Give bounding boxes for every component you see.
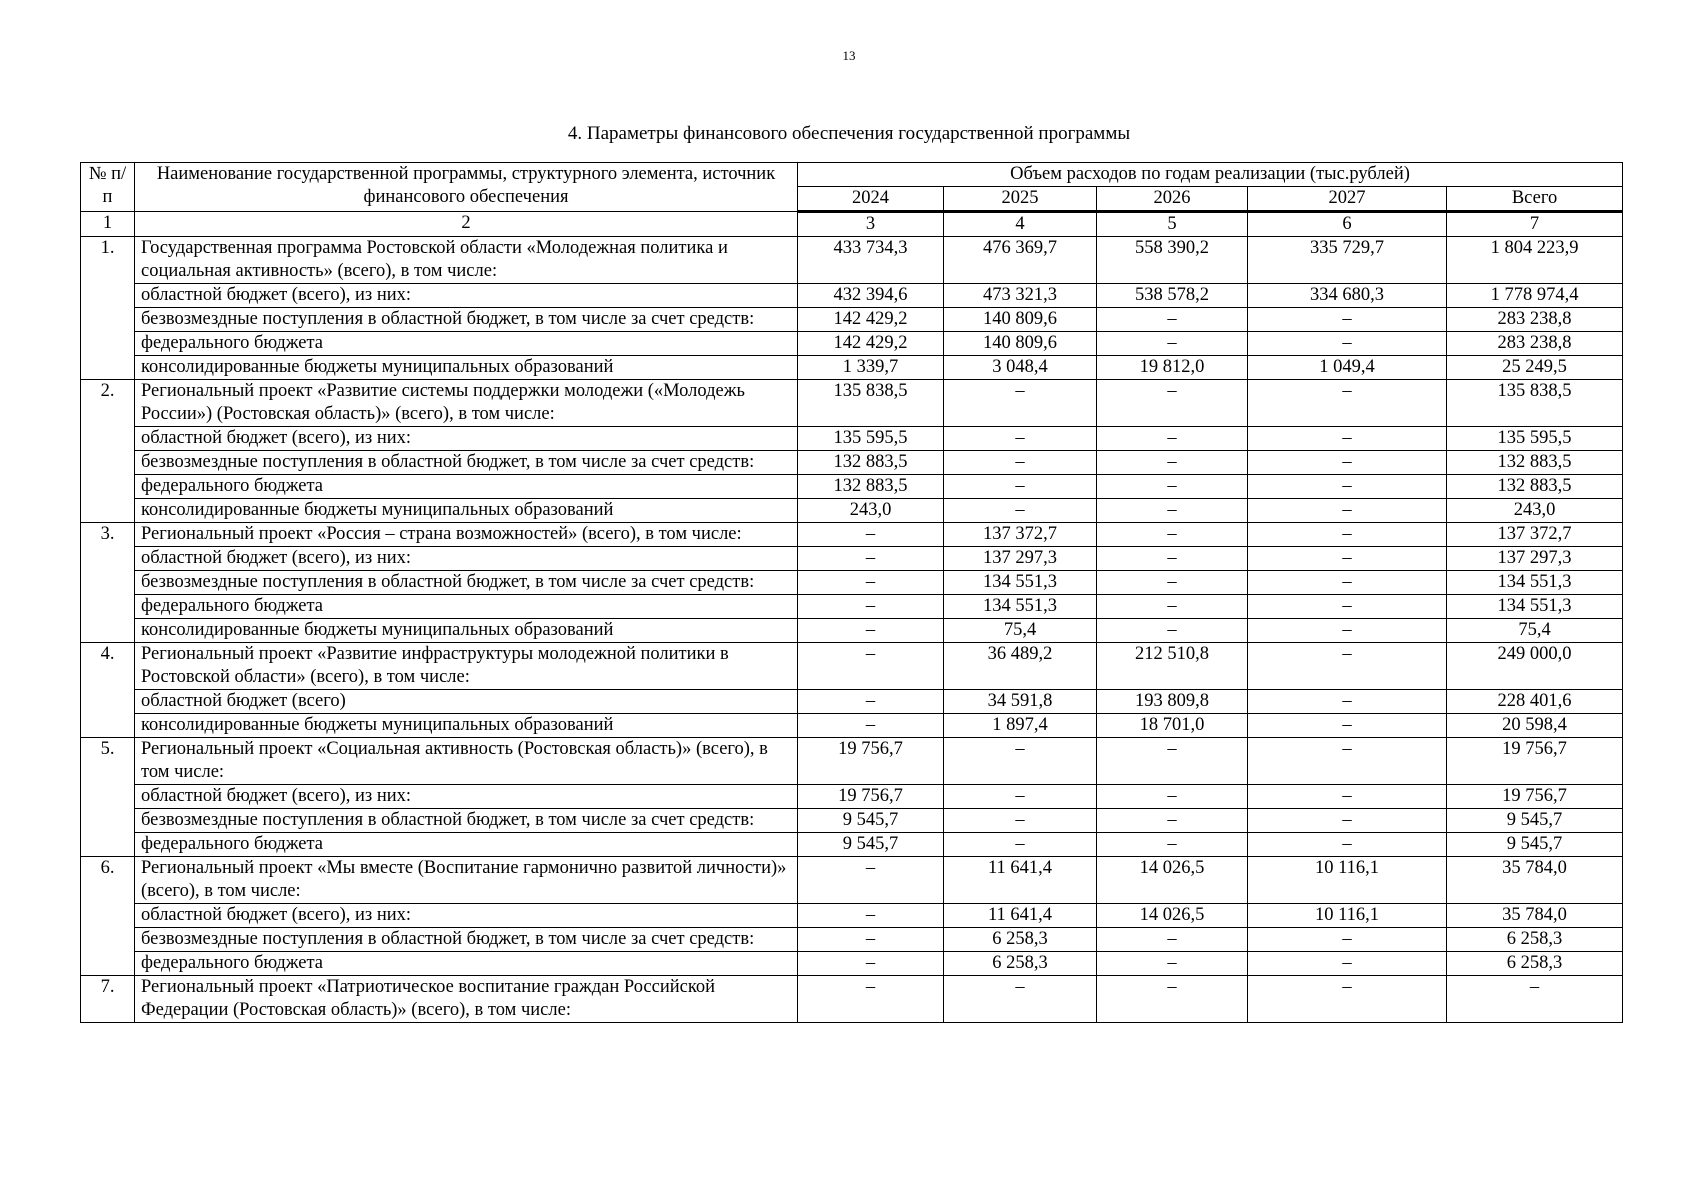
- value-year: –: [1097, 380, 1248, 427]
- header-year-2026: 2026: [1097, 187, 1248, 212]
- table-row: [81, 619, 1623, 643]
- value-year: –: [798, 857, 944, 904]
- value-year: 1 897,4: [944, 714, 1097, 738]
- value-total: 35 784,0: [1447, 904, 1623, 928]
- value-year: 433 734,3: [798, 237, 944, 284]
- funding-source: безвозмездные поступления в областной бюджет, в том числе за счет средств:: [135, 809, 798, 833]
- value-total: 25 249,5: [1447, 356, 1623, 380]
- funding-source: консолидированные бюджеты муниципальных образований: [135, 499, 798, 523]
- header-num: № п/п: [81, 163, 135, 212]
- value-year: 19 756,7: [798, 785, 944, 809]
- column-number: 1: [81, 212, 135, 237]
- value-year: –: [944, 380, 1097, 427]
- column-numbers-row: [81, 212, 1623, 237]
- value-total: 1 804 223,9: [1447, 237, 1623, 284]
- funding-source: федерального бюджета: [135, 952, 798, 976]
- value-year: –: [1248, 714, 1447, 738]
- table-row: [81, 690, 1623, 714]
- value-year: –: [1097, 833, 1248, 857]
- header-name: Наименование государственной программы, структурного элемента, источник финансового обеспечения: [135, 163, 798, 212]
- value-total: 9 545,7: [1447, 809, 1623, 833]
- row-number: 5.: [81, 738, 135, 857]
- value-year: –: [1097, 308, 1248, 332]
- value-year: –: [944, 451, 1097, 475]
- table-row: [81, 809, 1623, 833]
- funding-source: безвозмездные поступления в областной бюджет, в том числе за счет средств:: [135, 928, 798, 952]
- value-year: –: [798, 976, 944, 1023]
- value-total: 132 883,5: [1447, 475, 1623, 499]
- value-year: –: [1097, 976, 1248, 1023]
- value-year: –: [1248, 833, 1447, 857]
- value-total: 1 778 974,4: [1447, 284, 1623, 308]
- program-name: Региональный проект «Социальная активность (Ростовская область)» (всего), в том числе:: [135, 738, 798, 785]
- value-year: –: [1248, 380, 1447, 427]
- table-row: [81, 356, 1623, 380]
- value-year: –: [798, 643, 944, 690]
- table-row: [81, 904, 1623, 928]
- value-year: 538 578,2: [1097, 284, 1248, 308]
- value-year: –: [1097, 952, 1248, 976]
- value-year: –: [798, 904, 944, 928]
- program-name: Государственная программа Ростовской области «Молодежная политика и социальная активность» (всего), в том числе:: [135, 237, 798, 284]
- funding-source: консолидированные бюджеты муниципальных образований: [135, 619, 798, 643]
- value-year: –: [1248, 952, 1447, 976]
- value-year: 137 372,7: [944, 523, 1097, 547]
- value-year: –: [1248, 976, 1447, 1023]
- value-year: 140 809,6: [944, 308, 1097, 332]
- value-year: 212 510,8: [1097, 643, 1248, 690]
- funding-source: консолидированные бюджеты муниципальных образований: [135, 714, 798, 738]
- funding-source: безвозмездные поступления в областной бюджет, в том числе за счет средств:: [135, 308, 798, 332]
- value-year: –: [944, 833, 1097, 857]
- value-year: –: [1248, 809, 1447, 833]
- value-year: –: [1097, 547, 1248, 571]
- column-number: 7: [1447, 212, 1623, 237]
- header-volume: Объем расходов по годам реализации (тыс.рублей): [798, 163, 1623, 187]
- table-row: [81, 332, 1623, 356]
- value-year: 19 812,0: [1097, 356, 1248, 380]
- value-year: –: [1097, 928, 1248, 952]
- value-year: 476 369,7: [944, 237, 1097, 284]
- value-total: 283 238,8: [1447, 308, 1623, 332]
- value-year: –: [1097, 451, 1248, 475]
- value-year: 135 595,5: [798, 427, 944, 451]
- row-number: 1.: [81, 237, 135, 380]
- table-row: [81, 380, 1623, 427]
- value-year: –: [1248, 785, 1447, 809]
- value-year: –: [1248, 451, 1447, 475]
- table-row: [81, 284, 1623, 308]
- table-row: [81, 857, 1623, 904]
- value-year: 1 339,7: [798, 356, 944, 380]
- row-number: 2.: [81, 380, 135, 523]
- value-total: 228 401,6: [1447, 690, 1623, 714]
- value-year: –: [798, 595, 944, 619]
- value-year: 10 116,1: [1248, 857, 1447, 904]
- column-number: 6: [1248, 212, 1447, 237]
- value-total: 243,0: [1447, 499, 1623, 523]
- value-year: 36 489,2: [944, 643, 1097, 690]
- value-year: 10 116,1: [1248, 904, 1447, 928]
- document-title: 4. Параметры финансового обеспечения государственной программы: [567, 123, 1131, 144]
- table-row: [81, 643, 1623, 690]
- value-year: –: [798, 619, 944, 643]
- value-year: 335 729,7: [1248, 237, 1447, 284]
- value-year: 6 258,3: [944, 928, 1097, 952]
- value-year: 243,0: [798, 499, 944, 523]
- value-year: –: [944, 785, 1097, 809]
- table-row: [81, 499, 1623, 523]
- value-year: –: [944, 427, 1097, 451]
- value-total: 9 545,7: [1447, 833, 1623, 857]
- value-year: –: [1097, 619, 1248, 643]
- table-row: [81, 427, 1623, 451]
- value-year: 14 026,5: [1097, 904, 1248, 928]
- value-year: –: [798, 547, 944, 571]
- table-row: [81, 571, 1623, 595]
- value-year: –: [798, 523, 944, 547]
- column-number: 2: [135, 212, 798, 237]
- funding-source: областной бюджет (всего), из них:: [135, 547, 798, 571]
- value-year: 132 883,5: [798, 475, 944, 499]
- value-year: 140 809,6: [944, 332, 1097, 356]
- value-year: 11 641,4: [944, 857, 1097, 904]
- value-year: 558 390,2: [1097, 237, 1248, 284]
- row-number: 4.: [81, 643, 135, 738]
- value-year: –: [944, 475, 1097, 499]
- value-year: –: [1097, 809, 1248, 833]
- value-total: 134 551,3: [1447, 571, 1623, 595]
- value-year: –: [798, 714, 944, 738]
- value-year: –: [798, 571, 944, 595]
- value-year: –: [1097, 499, 1248, 523]
- value-total: 135 595,5: [1447, 427, 1623, 451]
- value-year: –: [1097, 332, 1248, 356]
- funding-source: безвозмездные поступления в областной бюджет, в том числе за счет средств:: [135, 571, 798, 595]
- value-total: 137 372,7: [1447, 523, 1623, 547]
- table-row: [81, 237, 1623, 284]
- value-year: –: [944, 499, 1097, 523]
- value-year: 334 680,3: [1248, 284, 1447, 308]
- table-row: [81, 475, 1623, 499]
- header-total: Всего: [1447, 187, 1623, 212]
- table-row: [81, 547, 1623, 571]
- value-total: 249 000,0: [1447, 643, 1623, 690]
- value-year: –: [1097, 571, 1248, 595]
- value-year: 142 429,2: [798, 332, 944, 356]
- value-total: 135 838,5: [1447, 380, 1623, 427]
- column-number: 5: [1097, 212, 1248, 237]
- funding-source: федерального бюджета: [135, 833, 798, 857]
- value-year: 9 545,7: [798, 833, 944, 857]
- value-year: –: [798, 952, 944, 976]
- value-total: 20 598,4: [1447, 714, 1623, 738]
- value-year: 134 551,3: [944, 571, 1097, 595]
- column-number: 3: [798, 212, 944, 237]
- value-year: 432 394,6: [798, 284, 944, 308]
- value-year: 132 883,5: [798, 451, 944, 475]
- value-year: –: [1097, 475, 1248, 499]
- row-number: 7.: [81, 976, 135, 1023]
- table-row: [81, 976, 1623, 1023]
- funding-source: федерального бюджета: [135, 475, 798, 499]
- program-name: Региональный проект «Россия – страна возможностей» (всего), в том числе:: [135, 523, 798, 547]
- row-number: 6.: [81, 857, 135, 976]
- table-row: [81, 451, 1623, 475]
- value-year: –: [1248, 595, 1447, 619]
- value-total: 6 258,3: [1447, 928, 1623, 952]
- value-year: 34 591,8: [944, 690, 1097, 714]
- value-total: –: [1447, 976, 1623, 1023]
- value-year: –: [1248, 523, 1447, 547]
- page-number: 13: [842, 48, 856, 63]
- value-total: 19 756,7: [1447, 738, 1623, 785]
- value-total: 132 883,5: [1447, 451, 1623, 475]
- funding-source: областной бюджет (всего): [135, 690, 798, 714]
- value-year: –: [944, 738, 1097, 785]
- value-year: 6 258,3: [944, 952, 1097, 976]
- column-number: 4: [944, 212, 1097, 237]
- value-year: –: [1097, 785, 1248, 809]
- value-year: –: [1248, 547, 1447, 571]
- value-year: 11 641,4: [944, 904, 1097, 928]
- table-row: [81, 714, 1623, 738]
- value-year: –: [798, 690, 944, 714]
- table-row: [81, 738, 1623, 785]
- value-total: 137 297,3: [1447, 547, 1623, 571]
- value-year: –: [1248, 928, 1447, 952]
- table-row: [81, 952, 1623, 976]
- table-row: [81, 785, 1623, 809]
- value-year: 75,4: [944, 619, 1097, 643]
- value-year: –: [1248, 619, 1447, 643]
- funding-source: федерального бюджета: [135, 595, 798, 619]
- value-total: 134 551,3: [1447, 595, 1623, 619]
- value-year: –: [1097, 595, 1248, 619]
- value-year: –: [1248, 308, 1447, 332]
- value-year: 18 701,0: [1097, 714, 1248, 738]
- table-row: [81, 595, 1623, 619]
- value-year: 1 049,4: [1248, 356, 1447, 380]
- funding-source: областной бюджет (всего), из них:: [135, 785, 798, 809]
- funding-source: областной бюджет (всего), из них:: [135, 427, 798, 451]
- table-row: [81, 928, 1623, 952]
- value-year: 142 429,2: [798, 308, 944, 332]
- value-year: 14 026,5: [1097, 857, 1248, 904]
- value-year: 135 838,5: [798, 380, 944, 427]
- value-year: –: [1248, 499, 1447, 523]
- value-year: –: [1097, 738, 1248, 785]
- program-name: Региональный проект «Развитие системы поддержки молодежи («Молодежь России») (Ростовская область)» (всего), в том числе:: [135, 380, 798, 427]
- value-year: 473 321,3: [944, 284, 1097, 308]
- value-year: –: [1097, 427, 1248, 451]
- funding-source: консолидированные бюджеты муниципальных образований: [135, 356, 798, 380]
- value-year: –: [1097, 523, 1248, 547]
- value-year: 9 545,7: [798, 809, 944, 833]
- value-year: –: [798, 928, 944, 952]
- value-total: 75,4: [1447, 619, 1623, 643]
- value-year: –: [1248, 571, 1447, 595]
- value-year: –: [944, 976, 1097, 1023]
- table-row: [81, 833, 1623, 857]
- value-year: –: [1248, 738, 1447, 785]
- value-year: –: [944, 809, 1097, 833]
- value-year: –: [1248, 475, 1447, 499]
- value-year: 193 809,8: [1097, 690, 1248, 714]
- value-year: 137 297,3: [944, 547, 1097, 571]
- funding-source: федерального бюджета: [135, 332, 798, 356]
- program-name: Региональный проект «Патриотическое воспитание граждан Российской Федерации (Ростовская область)» (всего), в том числе:: [135, 976, 798, 1023]
- header-year-2025: 2025: [944, 187, 1097, 212]
- value-total: 6 258,3: [1447, 952, 1623, 976]
- row-number: 3.: [81, 523, 135, 643]
- funding-source: областной бюджет (всего), из них:: [135, 284, 798, 308]
- value-year: 3 048,4: [944, 356, 1097, 380]
- funding-source: безвозмездные поступления в областной бюджет, в том числе за счет средств:: [135, 451, 798, 475]
- value-total: 283 238,8: [1447, 332, 1623, 356]
- table-row: [81, 308, 1623, 332]
- program-name: Региональный проект «Развитие инфраструктуры молодежной политики в Ростовской области» (всего), в том числе:: [135, 643, 798, 690]
- value-year: 19 756,7: [798, 738, 944, 785]
- financing-table: [80, 162, 1623, 1023]
- value-year: –: [1248, 690, 1447, 714]
- value-total: 35 784,0: [1447, 857, 1623, 904]
- funding-source: областной бюджет (всего), из них:: [135, 904, 798, 928]
- program-name: Региональный проект «Мы вместе (Воспитание гармонично развитой личности)» (всего), в том числе:: [135, 857, 798, 904]
- header-year-2027: 2027: [1248, 187, 1447, 212]
- table-body: [81, 212, 1623, 1023]
- value-year: –: [1248, 427, 1447, 451]
- value-year: 134 551,3: [944, 595, 1097, 619]
- value-year: –: [1248, 332, 1447, 356]
- table-row: [81, 523, 1623, 547]
- header-year-2024: 2024: [798, 187, 944, 212]
- value-total: 19 756,7: [1447, 785, 1623, 809]
- value-year: –: [1248, 643, 1447, 690]
